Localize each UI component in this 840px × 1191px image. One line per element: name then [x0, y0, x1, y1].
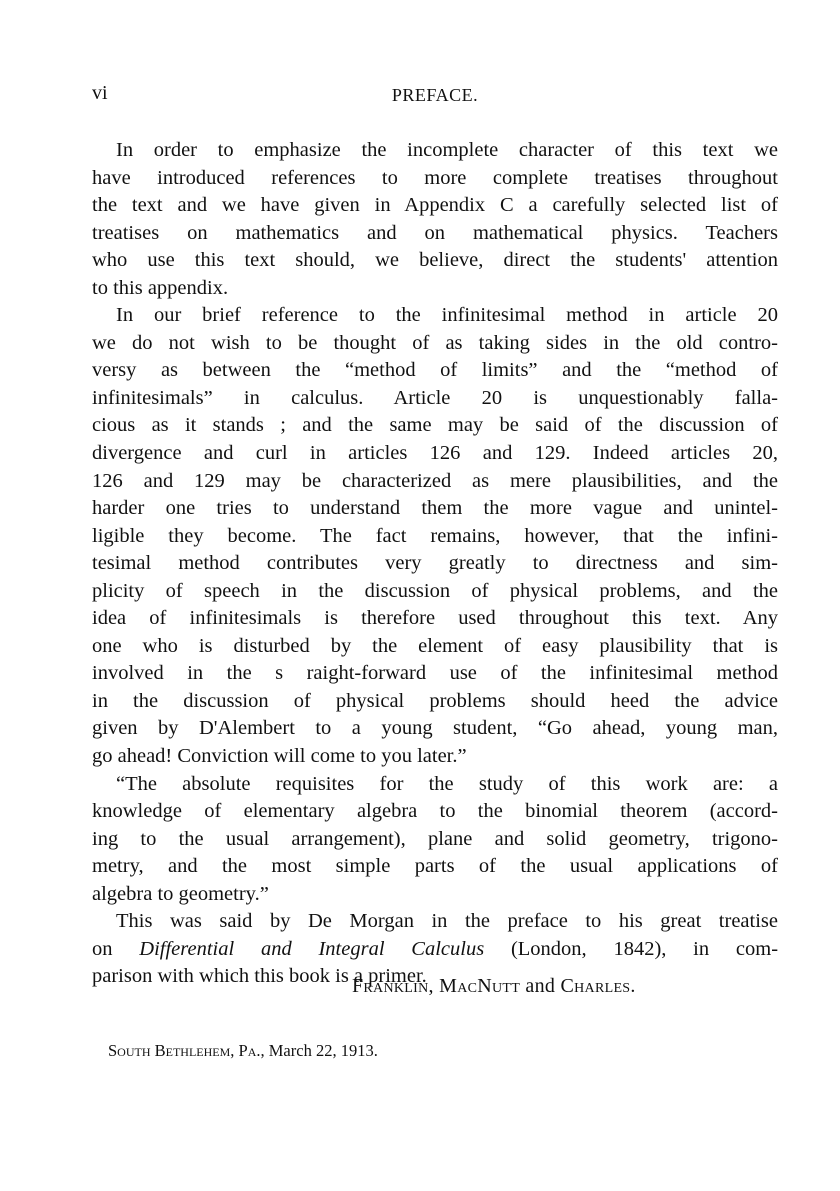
- book-title: Differential and Integral Calculus: [139, 937, 485, 960]
- place-and-date: [108, 1040, 378, 1062]
- text-line: plicity of speech in the discussion of physical problems, and the: [92, 579, 778, 602]
- text-line: cious as it stands ; and the same may be said of the discussion of: [92, 414, 778, 437]
- paragraph-1: [92, 137, 778, 302]
- text-line: go ahead! Conviction will come to you later.”: [92, 745, 467, 768]
- text-line: infinitesimals” in calculus. Article 20 is unquestionably falla-: [92, 386, 778, 409]
- text-line: one who is disturbed by the element of easy plausibility that is: [92, 634, 778, 657]
- text-line: This was said by De Morgan in the preface to his great treatise: [116, 910, 778, 933]
- text-line: harder one tries to understand them the more vague and unintel-: [92, 497, 778, 520]
- text-line: knowledge of elementary algebra to the binomial theorem (accord-: [92, 800, 778, 823]
- text-line: [92, 936, 778, 964]
- place: South Bethlehem, Pa.,: [108, 1041, 265, 1060]
- text-line: in the discussion of physical problems should heed the advice: [92, 689, 778, 712]
- author-name: Charles.: [560, 975, 636, 997]
- text-line: we do not wish to be thought of as taking sides in the old contro-: [92, 331, 778, 354]
- text-line: versy as between the “method of limits” and the “method of: [92, 359, 778, 382]
- author-signature: [352, 973, 636, 999]
- text-line: given by D'Alembert to a young student, “Go ahead, young man,: [92, 717, 778, 740]
- text-line: ligible they become. The fact remains, however, that the infini-: [92, 524, 778, 547]
- text-line: metry, and the most simple parts of the usual applications of: [92, 855, 778, 878]
- running-head: [92, 80, 778, 106]
- text-line: to this appendix.: [92, 276, 229, 299]
- page-number: vi: [92, 82, 108, 104]
- text-fragment: on: [92, 937, 140, 960]
- text-line: treatises on mathematics and on mathematical physics. Teachers: [92, 221, 778, 244]
- author-names: Franklin, MacNutt: [352, 975, 521, 997]
- text-line: involved in the s raight-forward use of the infinitesimal method: [92, 662, 778, 685]
- text-line: In order to emphasize the incomplete character of this text we: [116, 139, 778, 161]
- text-line: “The absolute requisites for the study of this work are: a: [116, 772, 778, 795]
- text-line: idea of infinitesimals is therefore used throughout this text. Any: [92, 607, 778, 630]
- text-line: the text and we have given in Appendix C a carefully selected list of: [92, 194, 778, 217]
- text-fragment: (London, 1842), in com-: [484, 937, 779, 960]
- paragraph-2: [92, 302, 778, 770]
- text-line: algebra to geometry.”: [92, 882, 269, 905]
- text-line: who use this text should, we believe, direct the students' attention: [92, 249, 778, 272]
- date: March 22, 1913.: [264, 1041, 378, 1060]
- conjunction: and: [520, 975, 561, 997]
- paragraph-3-quotation: [92, 771, 778, 909]
- text-line: have introduced references to more complete treatises throughout: [92, 166, 778, 189]
- text-line: divergence and curl in articles 126 and 129. Indeed articles 20,: [92, 442, 778, 465]
- preface-body: [92, 137, 778, 991]
- text-line: tesimal method contributes very greatly to directness and sim-: [92, 552, 778, 575]
- text-line: In our brief reference to the infinitesimal method in article 20: [116, 304, 778, 327]
- text-line: 126 and 129 may be characterized as mere plausibilities, and the: [92, 469, 778, 492]
- text-line: parison with which this book is a primer.: [92, 965, 427, 988]
- text-line: ing to the usual arrangement), plane and solid geometry, trigono-: [92, 827, 778, 850]
- running-title: PREFACE.: [391, 85, 479, 105]
